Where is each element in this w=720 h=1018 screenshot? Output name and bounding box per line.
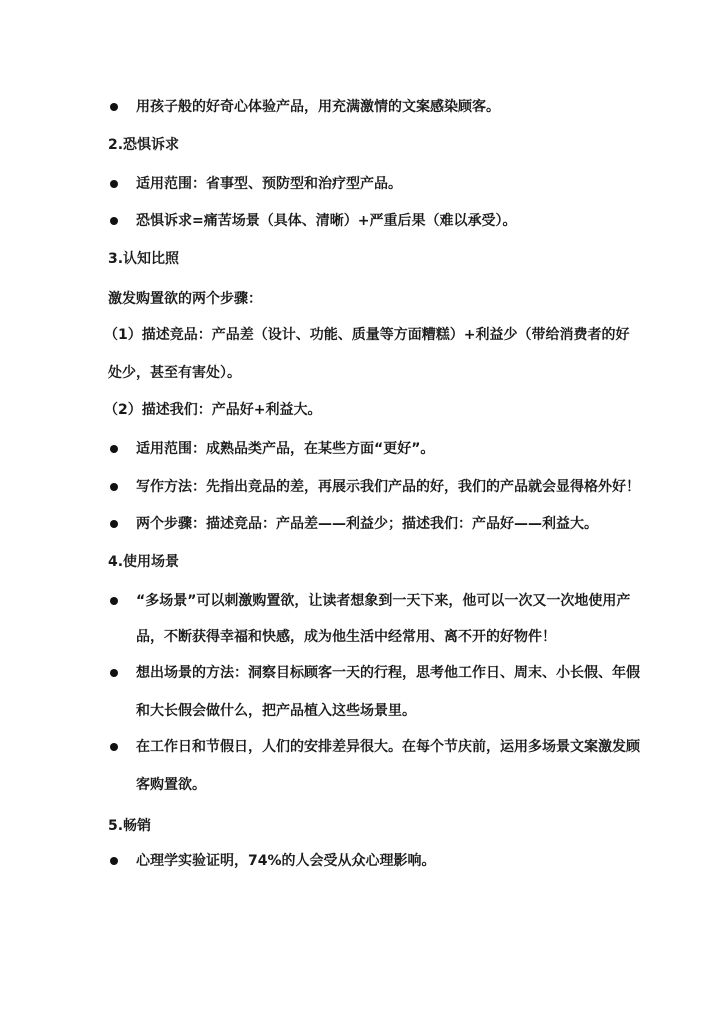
list-item: 用孩子般的好奇心体验产品，用充满激情的文案感染顾客。 bbox=[136, 99, 500, 115]
section-heading: 5.畅销 bbox=[108, 818, 152, 834]
bullet-dot bbox=[110, 857, 118, 865]
paragraph: 处少，甚至有害处）。 bbox=[108, 365, 241, 381]
bullet-dot bbox=[110, 103, 118, 111]
bullet-dot bbox=[110, 669, 118, 677]
list-item: 恐惧诉求=痛苦场景（具体、清晰）+严重后果（难以承受）。 bbox=[136, 213, 517, 229]
list-item: 在工作日和节假日，人们的安排差异很大。在每个节庆前，运用多场景文案激发顾 bbox=[136, 739, 640, 755]
bullet-dot bbox=[110, 597, 118, 605]
bullet-dot bbox=[110, 520, 118, 528]
list-item: “多场景”可以刺激购置欲，让读者想象到一天下来，他可以一次又一次地使用产 bbox=[136, 593, 631, 609]
paragraph: 激发购置欲的两个步骤： bbox=[108, 291, 262, 307]
section-heading: 2.恐惧诉求 bbox=[108, 137, 180, 153]
bullet-dot bbox=[110, 445, 118, 453]
bullet-dot bbox=[110, 180, 118, 188]
list-item: 两个步骤：描述竞品：产品差——利益少；描述我们：产品好——利益大。 bbox=[136, 516, 598, 532]
bullet-dot bbox=[110, 483, 118, 491]
list-item: 心理学实验证明，74%的人会受从众心理影响。 bbox=[136, 853, 436, 869]
list-item-continuation: 客购置欲。 bbox=[136, 777, 206, 793]
bullet-dot bbox=[110, 217, 118, 225]
bullet-dot bbox=[110, 743, 118, 751]
list-item: 适用范围：省事型、预防型和治疗型产品。 bbox=[136, 176, 402, 192]
list-item: 写作方法：先指出竞品的差，再展示我们产品的好，我们的产品就会显得格外好！ bbox=[136, 479, 640, 495]
paragraph: （1）描述竞品：产品差（设计、功能、质量等方面糟糕）+利益少（带给消费者的好 bbox=[104, 327, 630, 343]
list-item-continuation: 品，不断获得幸福和快感，成为他生活中经常用、离不开的好物件！ bbox=[136, 629, 556, 645]
list-item-continuation: 和大长假会做什么，把产品植入这些场景里。 bbox=[136, 703, 416, 719]
list-item: 适用范围：成熟品类产品，在某些方面“更好”。 bbox=[136, 441, 435, 457]
section-heading: 4.使用场景 bbox=[108, 554, 180, 570]
section-heading: 3.认知比照 bbox=[108, 251, 180, 267]
list-item: 想出场景的方法：洞察目标顾客一天的行程，思考他工作日、周末、小长假、年假 bbox=[136, 665, 640, 681]
paragraph: （2）描述我们：产品好+利益大。 bbox=[104, 402, 322, 418]
